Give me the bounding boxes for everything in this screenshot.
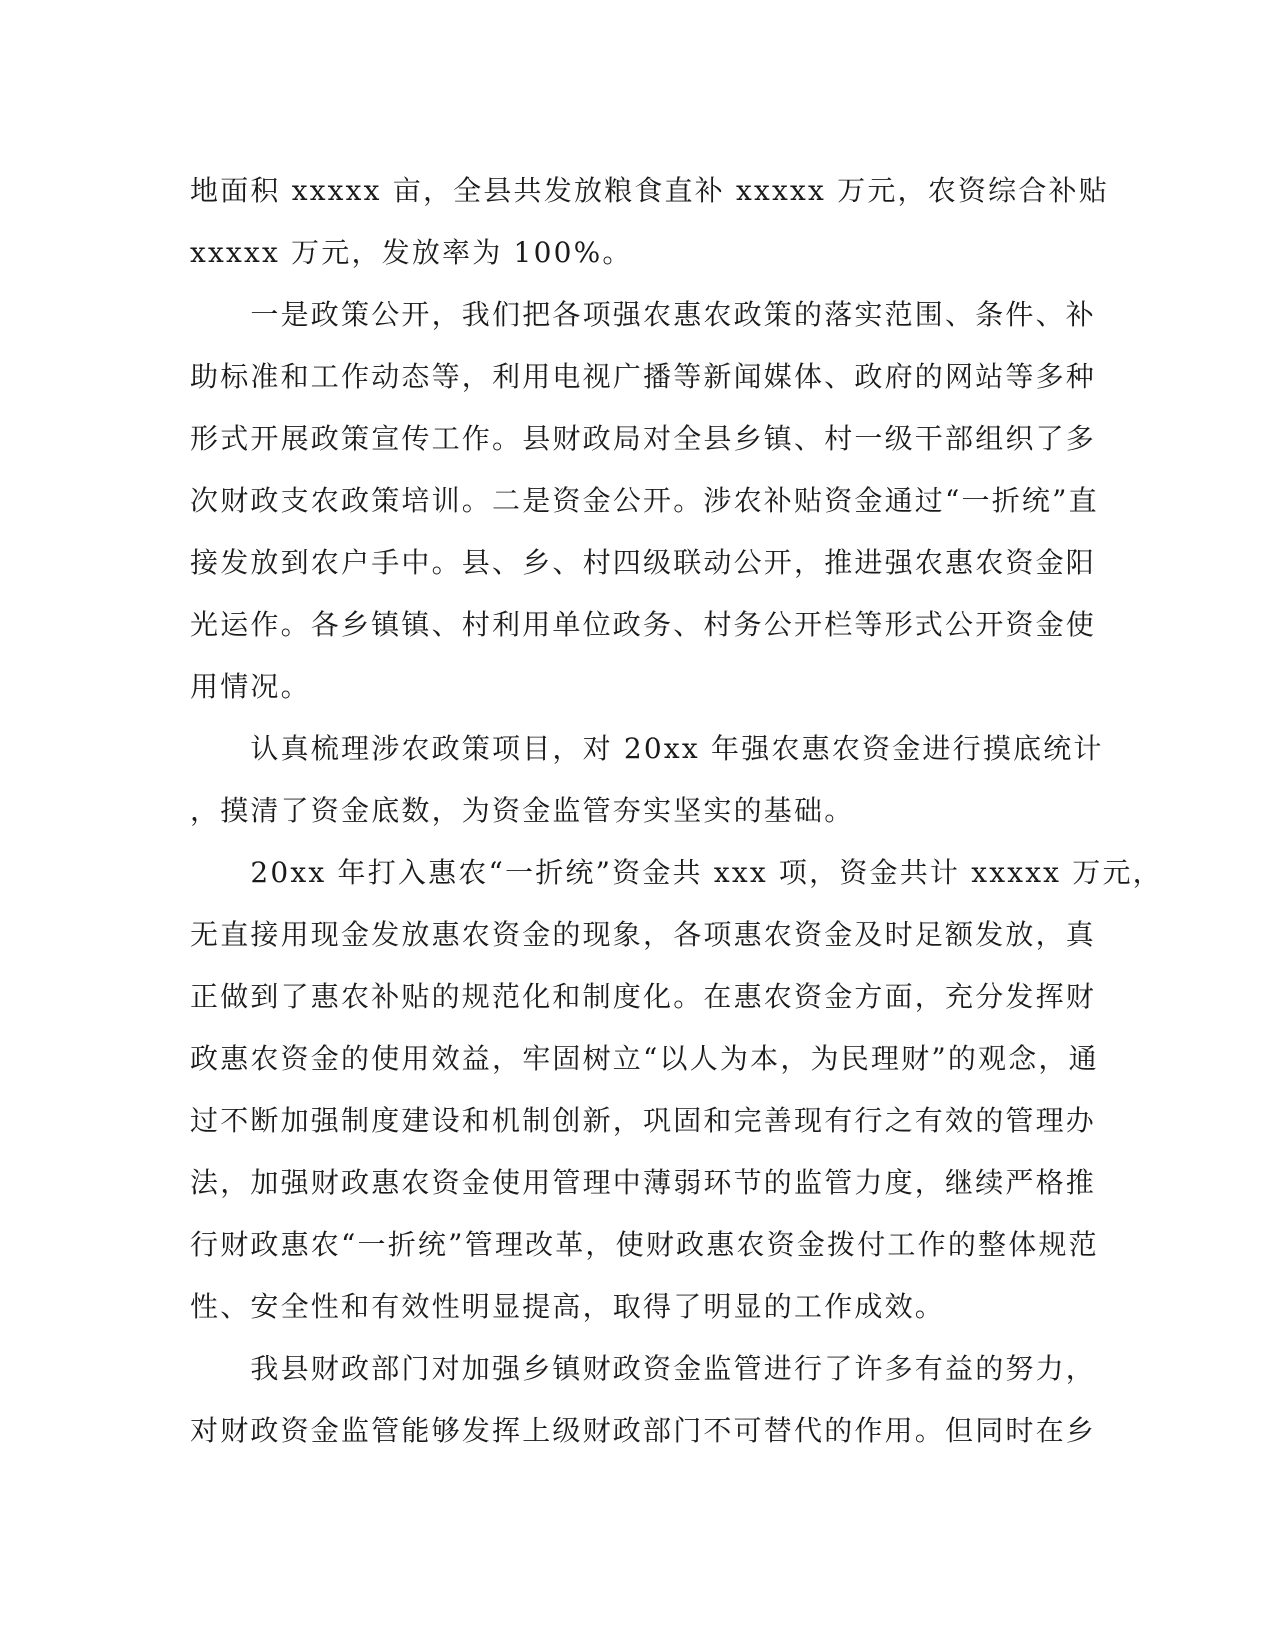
text-line: 无直接用现金发放惠农资金的现象，各项惠农资金及时足额发放，真 <box>190 918 1097 951</box>
text-line: 光运作。各乡镇镇、村利用单位政务、村务公开栏等形式公开资金使 <box>190 608 1097 641</box>
paragraph-project-review <box>190 718 1104 842</box>
paragraph-supervision-efforts <box>190 1338 1097 1462</box>
paragraph-fund-results <box>190 842 1163 1338</box>
text-line: 过不断加强制度建设和机制创新，巩固和完善现有行之有效的管理办 <box>190 1104 1097 1137</box>
text-line: 一是政策公开，我们把各项强农惠农政策的落实范围、条件、补 <box>190 298 1097 331</box>
text-line: 行财政惠农“一折统”管理改革，使财政惠农资金拨付工作的整体规范 <box>190 1228 1099 1261</box>
text-line: 认真梳理涉农政策项目，对 20xx 年强农惠农资金进行摸底统计 <box>190 732 1104 765</box>
text-line: 性、安全性和有效性明显提高，取得了明显的工作成效。 <box>190 1290 946 1323</box>
text-line: 法，加强财政惠农资金使用管理中薄弱环节的监管力度，继续严格推 <box>190 1166 1097 1199</box>
text-line: 次财政支农政策培训。二是资金公开。涉农补贴资金通过“一折统”直 <box>190 484 1099 517</box>
text-line: xxxxx 万元，发放率为 100%。 <box>190 236 633 269</box>
text-line: 对财政资金监管能够发挥上级财政部门不可替代的作用。但同时在乡 <box>190 1414 1097 1447</box>
text-line: 20xx 年打入惠农“一折统”资金共 xxx 项，资金共计 xxxxx 万元， <box>190 856 1163 889</box>
text-line: 形式开展政策宣传工作。县财政局对全县乡镇、村一级干部组织了多 <box>190 422 1097 455</box>
text-line: 地面积 xxxxx 亩，全县共发放粮食直补 xxxxx 万元，农资综合补贴 <box>190 174 1109 207</box>
text-line: 接发放到农户手中。县、乡、村四级联动公开，推进强农惠农资金阳 <box>190 546 1097 579</box>
text-line: 用情况。 <box>190 670 311 703</box>
text-line: ，摸清了资金底数，为资金监管夯实坚实的基础。 <box>190 794 855 827</box>
paragraph-subsidy-totals <box>190 160 1109 284</box>
text-line: 助标准和工作动态等，利用电视广播等新闻媒体、政府的网站等多种 <box>190 360 1097 393</box>
paragraph-policy-disclosure <box>190 284 1099 718</box>
text-line: 我县财政部门对加强乡镇财政资金监管进行了许多有益的努力， <box>190 1352 1097 1385</box>
document-body <box>190 160 1163 1462</box>
text-line: 正做到了惠农补贴的规范化和制度化。在惠农资金方面，充分发挥财 <box>190 980 1097 1013</box>
text-line: 政惠农资金的使用效益，牢固树立“以人为本，为民理财”的观念，通 <box>190 1042 1099 1075</box>
